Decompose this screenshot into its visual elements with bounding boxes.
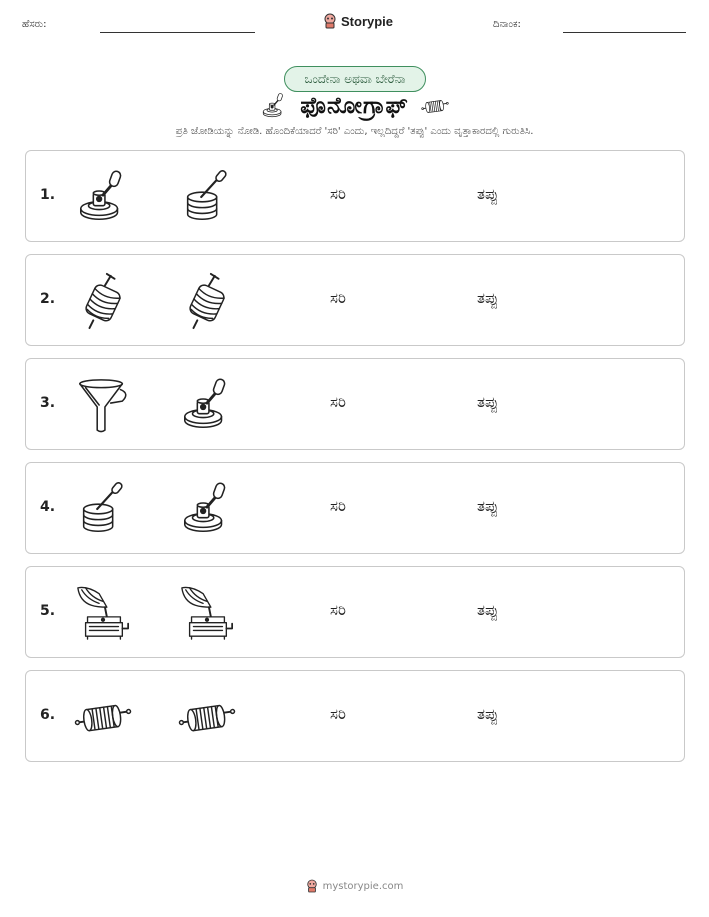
date-field[interactable] xyxy=(563,32,686,33)
cylinder-record-icon xyxy=(74,687,132,747)
brand-logo xyxy=(323,13,393,29)
row-number: 3. xyxy=(40,395,56,411)
page-title: ಫೊನೋಗ್ರಾಫ್ xyxy=(300,93,409,119)
footer xyxy=(0,879,709,893)
funnel-horn-icon xyxy=(74,375,132,435)
cylinder-record-icon xyxy=(421,92,449,120)
crank-handle-icon xyxy=(178,479,236,539)
exercise-row xyxy=(25,254,685,346)
row-number: 4. xyxy=(40,499,56,515)
crank-handle-icon xyxy=(178,375,236,435)
row-number: 6. xyxy=(40,707,56,723)
row-number: 2. xyxy=(40,291,56,307)
row-number: 1. xyxy=(40,187,56,203)
exercise-row xyxy=(25,358,685,450)
crank-handle-icon xyxy=(74,167,132,227)
option-wrong[interactable]: ತಪ್ಪು xyxy=(477,393,499,411)
badge-text: ಒಂದೇನಾ ಅಥವಾ ಬೇರೆನಾ xyxy=(304,71,406,86)
wax-cylinder-stylus-icon xyxy=(178,167,236,227)
option-wrong[interactable]: ತಪ್ಪು xyxy=(477,497,499,515)
wax-cylinder-stylus-icon xyxy=(74,479,132,539)
date-label: ದಿನಾಂಕ: xyxy=(493,19,521,30)
title-row xyxy=(0,90,709,122)
footer-site: mystorypie.com xyxy=(322,880,404,892)
exercise-row xyxy=(25,462,685,554)
crank-handle-icon xyxy=(260,92,288,120)
instruction-text: ಪ್ರತಿ ಜೋಡಿಯನ್ನು ನೋಡಿ. ಹೊಂದಿಕೆಯಾದರೆ 'ಸರಿ' ಎಂದು, ಇಲ್ಲದಿದ್ದರೆ 'ತಪ್ಪು' ಎಂದು ವೃತ್ತಾಕಾರದಲ್ಲಿ ಗುರುತಿಸಿ. xyxy=(175,126,534,137)
option-wrong[interactable]: ತಪ್ಪು xyxy=(477,601,499,619)
storypie-mascot-icon xyxy=(323,13,337,29)
option-correct[interactable]: ಸರಿ xyxy=(330,497,346,515)
worksheet-type-badge xyxy=(284,66,426,92)
option-correct[interactable]: ಸರಿ xyxy=(330,393,346,411)
gramophone-icon xyxy=(74,583,132,643)
row-number: 5. xyxy=(40,603,56,619)
option-correct[interactable]: ಸರಿ xyxy=(330,289,346,307)
gramophone-icon xyxy=(178,583,236,643)
option-wrong[interactable]: ತಪ್ಪು xyxy=(477,289,499,307)
exercise-row xyxy=(25,566,685,658)
option-wrong[interactable]: ತಪ್ಪು xyxy=(477,705,499,723)
storypie-mascot-icon xyxy=(306,879,318,893)
coil-spring-icon xyxy=(74,271,132,331)
coil-spring-icon xyxy=(178,271,236,331)
option-wrong[interactable]: ತಪ್ಪು xyxy=(477,185,499,203)
option-correct[interactable]: ಸರಿ xyxy=(330,185,346,203)
exercise-row xyxy=(25,670,685,762)
name-field[interactable] xyxy=(100,32,255,33)
brand-name: Storypie xyxy=(341,13,394,29)
exercise-row xyxy=(25,150,685,242)
option-correct[interactable]: ಸರಿ xyxy=(330,601,346,619)
option-correct[interactable]: ಸರಿ xyxy=(330,705,346,723)
name-label: ಹೆಸರು: xyxy=(22,19,47,30)
cylinder-record-icon xyxy=(178,687,236,747)
